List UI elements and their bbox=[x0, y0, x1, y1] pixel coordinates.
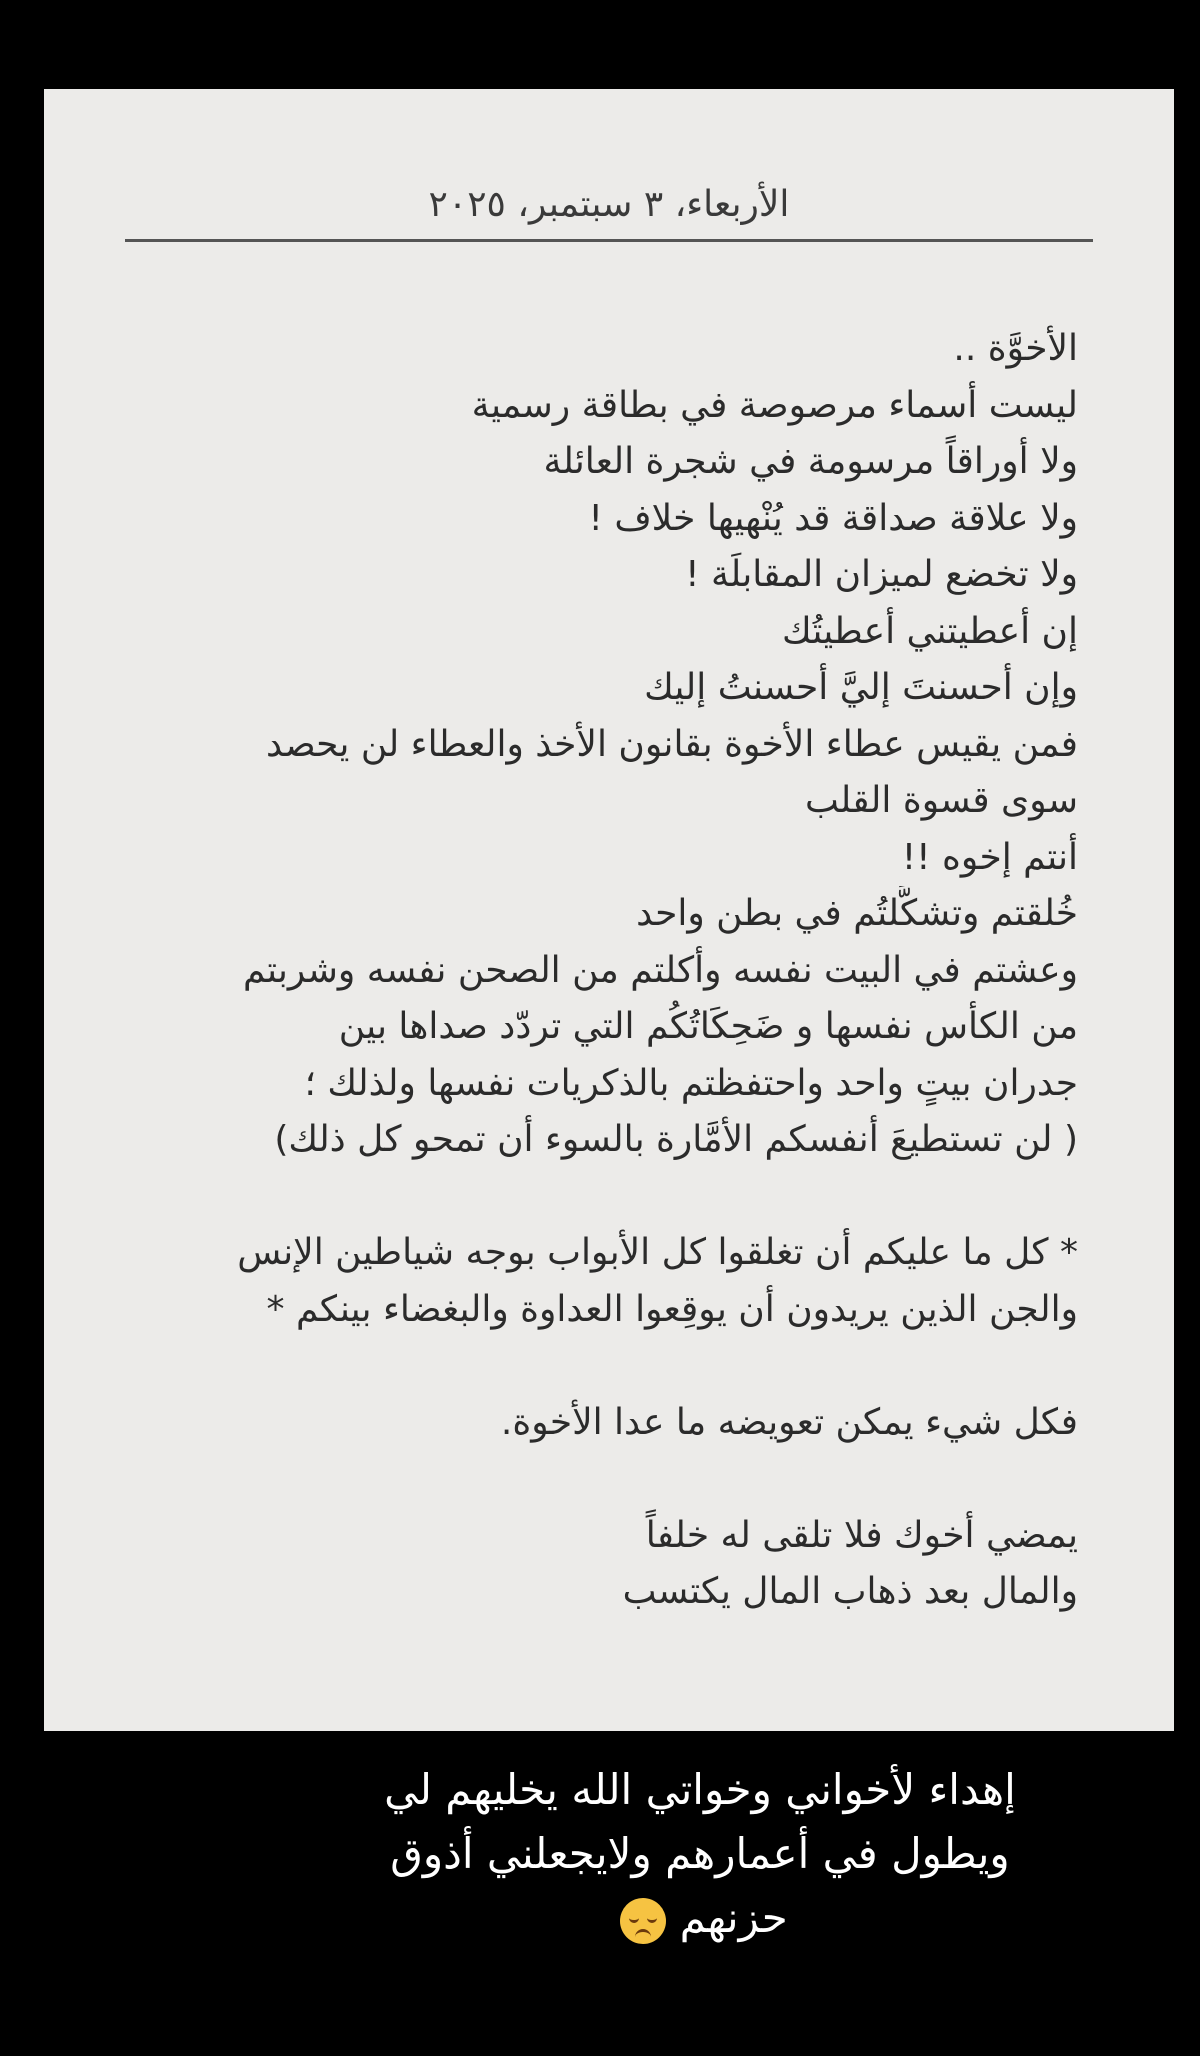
note-line: ولا أوراقاً مرسومة في شجرة العائلة bbox=[543, 441, 1078, 482]
note-line: فمن يقيس عطاء الأخوة بقانون الأخذ والعطاء لن يحصد bbox=[266, 723, 1078, 765]
note-divider bbox=[125, 239, 1093, 242]
note-line: والمال بعد ذهاب المال يكتسب bbox=[622, 1571, 1078, 1612]
note-line: ولا علاقة صداقة قد يُنْهيها خلاف ! bbox=[588, 497, 1078, 539]
caption-line-1: إهداء لأخواني وخواتي الله يخليهم لي bbox=[384, 1765, 1016, 1814]
note-line: وعشتم في البيت نفسه وأكلتم من الصحن نفسه وشربتم bbox=[243, 949, 1078, 991]
note-line: والجن الذين يريدون أن يوقِعوا العداوة والبغضاء بينكم * bbox=[266, 1288, 1078, 1330]
note-line: يمضي أخوك فلا تلقى له خلفاً bbox=[645, 1514, 1078, 1556]
note-line: جدران بيتٍ واحد واحتفظتم بالذكريات نفسها ولذلك ؛ bbox=[304, 1062, 1078, 1104]
note-line bbox=[144, 1338, 1078, 1395]
caption-line-3-text: حزنهم bbox=[679, 1893, 788, 1942]
note-line: * كل ما عليكم أن تغلقوا كل الأبواب بوجه شياطين الإنس bbox=[237, 1232, 1078, 1273]
note-line: ليست أسماء مرصوصة في بطاقة رسمية bbox=[471, 384, 1078, 426]
note-body bbox=[144, 321, 1078, 1621]
caption-line-3 bbox=[300, 1886, 1100, 1950]
note-line: فكل شيء يمكن تعويضه ما عدا الأخوة. bbox=[500, 1401, 1078, 1443]
note-line: من الكأس نفسها و ضَحِكَاتُكُم التي تردّد صداها بين bbox=[338, 1006, 1078, 1047]
note-line: أنتم إخوه !! bbox=[901, 836, 1078, 878]
caption-line-2: ويطول في أعمارهم ولايجعلني أذوق bbox=[390, 1829, 1010, 1878]
note-line: وإن أحسنتَ إليَّ أحسنتُ إليك bbox=[644, 667, 1078, 708]
note-line bbox=[144, 1451, 1078, 1508]
story-caption bbox=[300, 1758, 1100, 1950]
disappointed-face-icon bbox=[620, 1898, 666, 1944]
note-line: إن أعطيتني أعطيتُك bbox=[781, 610, 1078, 652]
note-card bbox=[44, 89, 1174, 1731]
note-line: الأخوَّة .. bbox=[953, 328, 1078, 369]
note-line: سوى قسوة القلب bbox=[804, 780, 1078, 821]
note-line: ولا تخضع لميزان المقابلَة ! bbox=[685, 554, 1078, 595]
note-line bbox=[144, 1169, 1078, 1226]
note-line: خُلقتم وتشكَّلتُم في بطن واحد bbox=[636, 893, 1078, 934]
note-line: ( لن تستطيعَ أنفسكم الأمَّارة بالسوء أن تمحو كل ذلك) bbox=[274, 1119, 1078, 1160]
note-date: الأربعاء، ٣ سبتمبر، ٢٠٢٥ bbox=[428, 184, 790, 225]
